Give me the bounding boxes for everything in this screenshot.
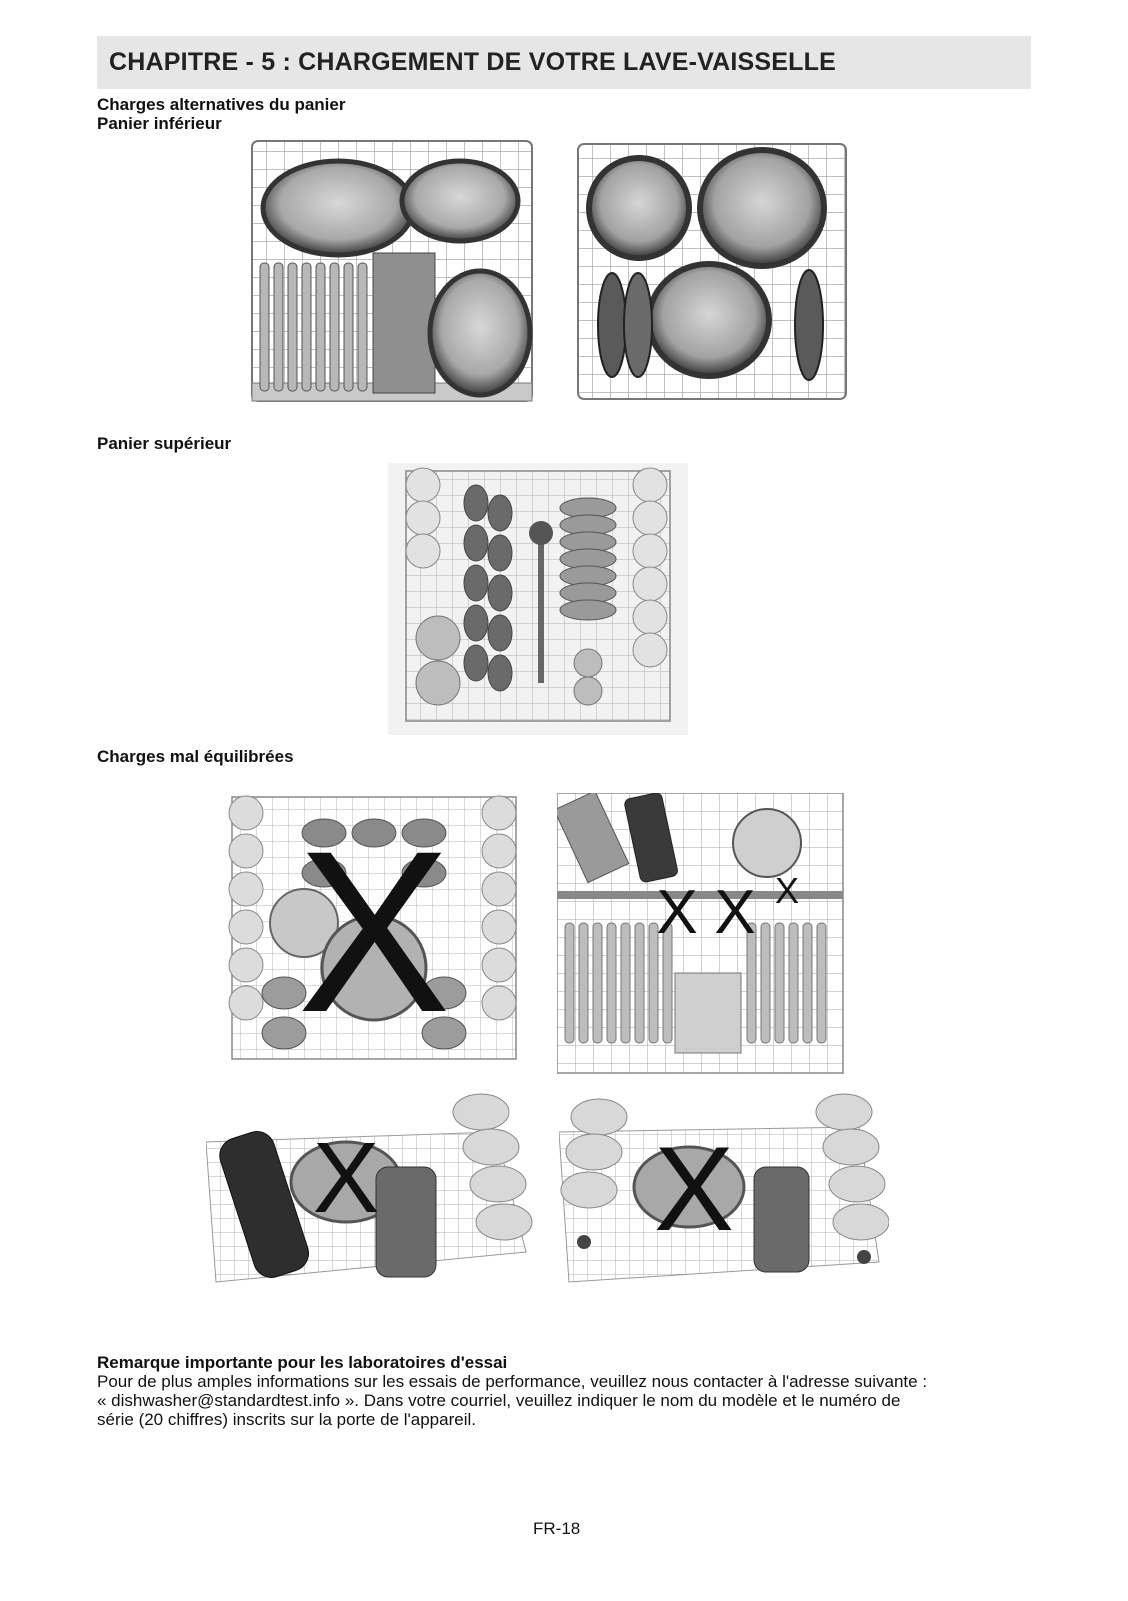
figure-unbalanced-lower-basket	[557, 793, 847, 1077]
wrong-mark: X	[653, 1122, 735, 1256]
wrong-mark: X	[312, 1122, 380, 1234]
wrong-mark: X	[656, 878, 698, 947]
wrong-mark: X	[774, 870, 800, 911]
figure-upper-basket-load	[388, 463, 688, 735]
figure-lower-basket-load-1	[248, 133, 538, 411]
figure-unbalanced-upper-basket	[224, 793, 524, 1065]
subsection-title-lower-basket: Panier inférieur	[97, 114, 222, 133]
chapter-title: CHAPITRE - 5 : CHARGEMENT DE VOTRE LAVE-VAISSELLE	[109, 48, 836, 76]
note-line-3: série (20 chiffres) inscrits sur la porte de l'appareil.	[97, 1410, 476, 1429]
figure-lower-basket-load-2	[574, 140, 854, 410]
wrong-mark: X	[297, 803, 451, 1060]
section-title-alternative-loads: Charges alternatives du panier	[97, 95, 346, 114]
wrong-mark: X	[714, 878, 756, 947]
figure-unbalanced-tilted-basket-1	[206, 1092, 536, 1314]
note-title: Remarque importante pour les laboratoires d'essai	[97, 1353, 508, 1372]
note-line-2: « dishwasher@standardtest.info ». Dans votre courriel, veuillez indiquer le nom du modèle et le numéro de	[97, 1391, 901, 1410]
section-title-unbalanced-loads: Charges mal équilibrées	[97, 747, 294, 766]
note-line-1: Pour de plus amples informations sur les essais de performance, veuillez nous contacter à l'adresse suivante :	[97, 1372, 928, 1391]
section-title-upper-basket: Panier supérieur	[97, 434, 232, 453]
page-number: FR-18	[533, 1519, 581, 1538]
figure-unbalanced-tilted-basket-2	[559, 1092, 889, 1314]
chapter-header-bar	[97, 36, 1031, 89]
